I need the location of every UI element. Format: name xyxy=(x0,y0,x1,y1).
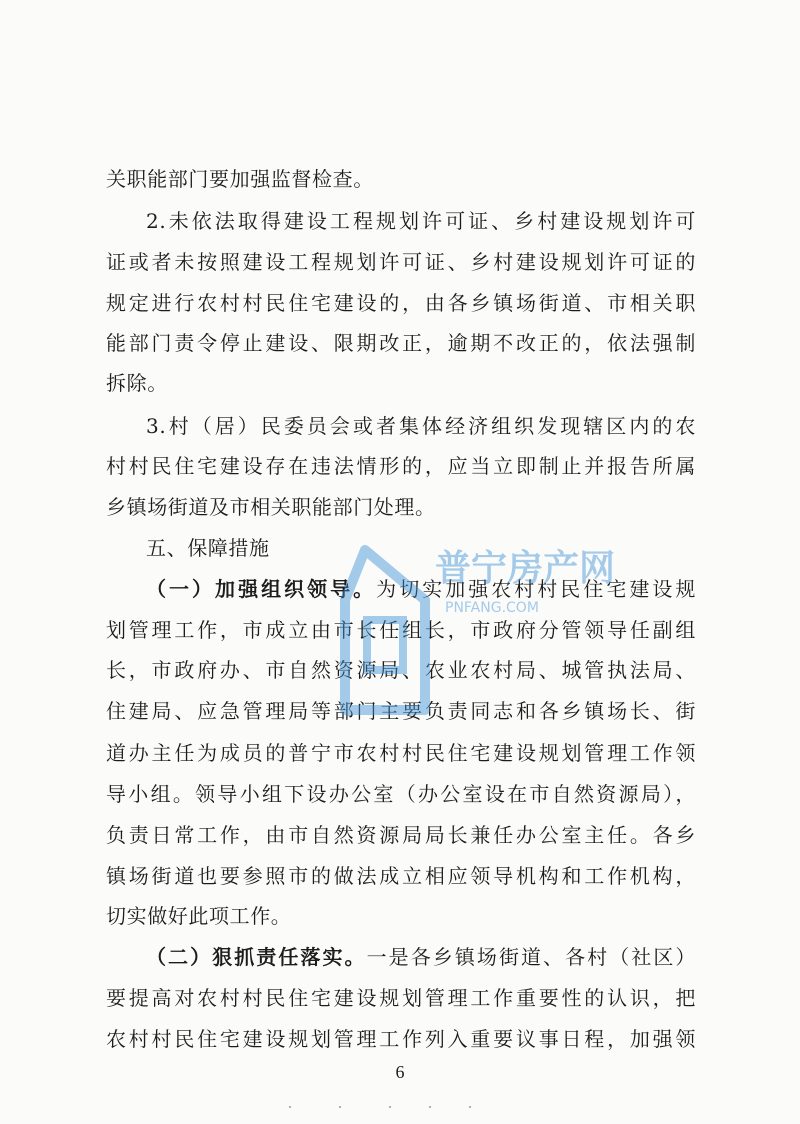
paragraph-text: 一是各乡镇场街道、各村（社区） xyxy=(366,945,697,969)
text-line: 划管理工作，市成立由市长任组长，市政府分管领导任副组 xyxy=(106,618,696,642)
text-line: 镇场街道也要参照市的做法成立相应领导机构和工作机构， xyxy=(106,864,696,888)
text-line: 负责日常工作，由市自然资源局局长兼任办公室主任。各乡 xyxy=(106,823,696,847)
text-line: 关职能部门要加强监督检查。 xyxy=(106,167,374,191)
scan-speckles xyxy=(280,1104,480,1110)
paragraph-heading-line xyxy=(146,576,696,602)
text-line: 能部门责令停止建设、限期改正，逾期不改正的，依法强制 xyxy=(106,331,696,355)
text-line: 3.村（居）民委员会或者集体经济组织发现辖区内的农 xyxy=(146,414,696,438)
text-line: 规定进行农村村民住宅建设的，由各乡镇场街道、市相关职 xyxy=(106,291,696,315)
text-line: 要提高对农村村民住宅建设规划管理工作重要性的认识，把 xyxy=(106,986,696,1010)
text-line: 住建局、应急管理局等部门主要负责同志和各乡镇场长、街 xyxy=(106,699,696,723)
page-number: 6 xyxy=(395,1062,405,1082)
text-line: 拆除。 xyxy=(106,371,168,395)
paragraph-text: 为切实加强农村村民住宅建设规 xyxy=(376,577,696,601)
text-line: 农村村民住宅建设规划管理工作列入重要议事日程，加强领 xyxy=(106,1027,696,1051)
text-line: 乡镇场街道及市相关职能部门处理。 xyxy=(106,495,436,519)
text-line: 切实做好此项工作。 xyxy=(106,904,292,928)
watermark-title: 普宁房产网 xyxy=(435,548,616,589)
text-line: 村村民住宅建设存在违法情形的，应当立即制止并报告所属 xyxy=(106,454,696,478)
watermark-subtitle: PNFANG.COM xyxy=(445,600,539,616)
text-line: 导小组。领导小组下设办公室（办公室设在市自然资源局）， xyxy=(106,782,696,806)
text-line: 道办主任为成员的普宁市农村村民住宅建设规划管理工作领 xyxy=(106,741,696,765)
text-line: 长，市政府办、市自然资源局、农业农村局、城管执法局、 xyxy=(106,658,696,682)
section-heading: 五、保障措施 xyxy=(146,536,270,560)
text-line: 2.未依法取得建设工程规划许可证、乡村建设规划许可 xyxy=(146,209,696,233)
paragraph-heading: （二）狠抓责任落实。 xyxy=(146,945,367,969)
paragraph-heading-line xyxy=(146,944,696,970)
paragraph-heading: （一）加强组织领导。 xyxy=(146,577,377,601)
text-line: 证或者未按照建设工程规划许可证、乡村建设规划许可证的 xyxy=(106,250,696,274)
